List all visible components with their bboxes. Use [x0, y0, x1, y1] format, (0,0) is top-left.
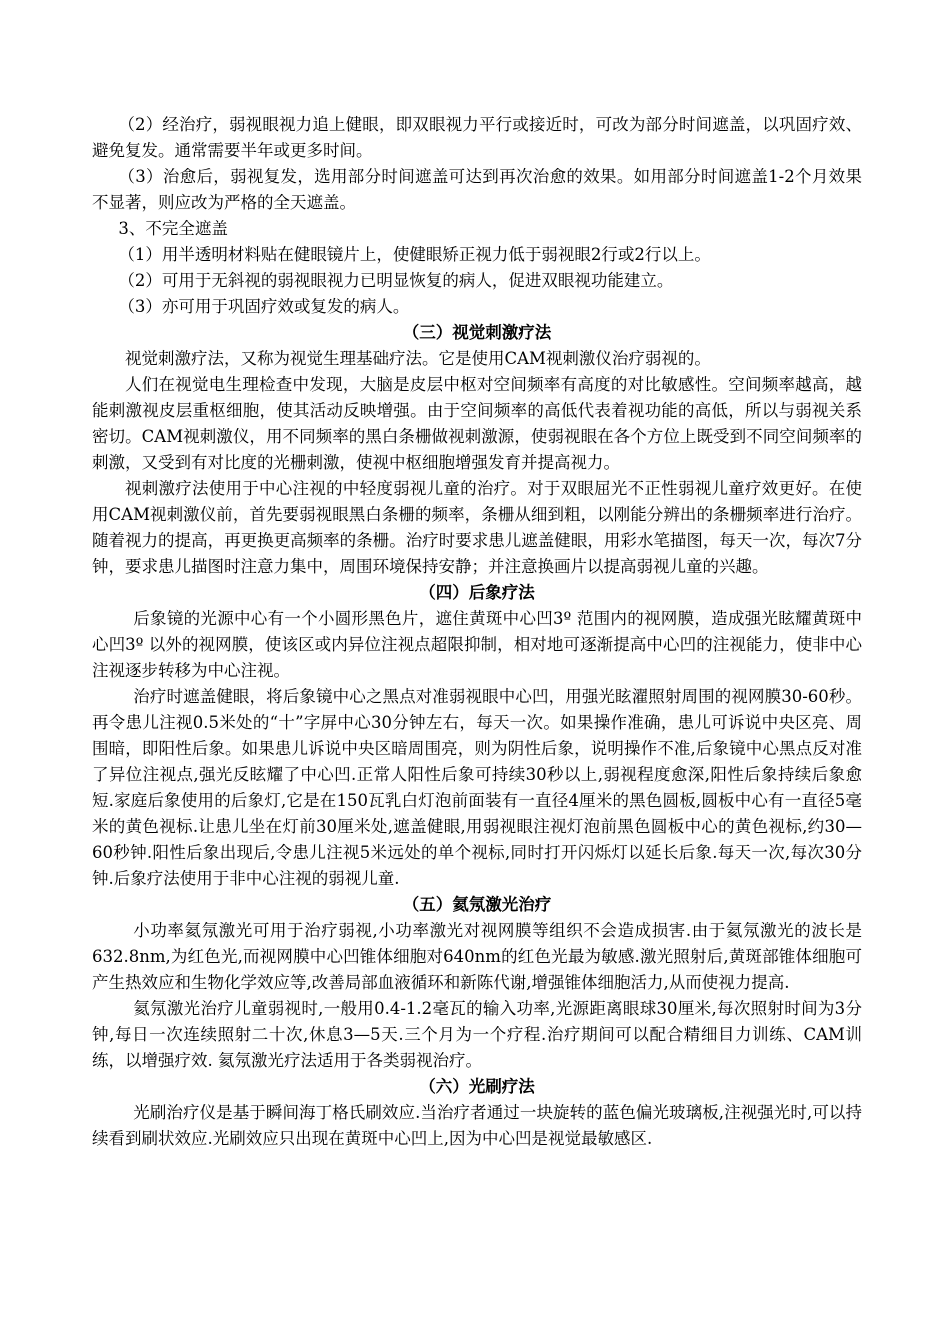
para-cover-3: （3）治愈后，弱视复发，选用部分时间遮盖可达到再次治愈的效果。如用部分时间遮盖1-2个月效果不显著，则应改为严格的全天遮盖。 [92, 167, 862, 212]
section-heading-visual-stimulation: （三）视觉刺激疗法 [402, 323, 552, 342]
para-incomplete-2: （2）可用于无斜视的弱视眼视力已明显恢复的病人，促进双眼视功能建立。 [118, 271, 674, 290]
para-incomplete-3: （3）亦可用于巩固疗效或复发的病人。 [118, 297, 410, 316]
para-visual-1: 视觉刺激疗法，又称为视觉生理基础疗法。它是使用CAM视刺激仪治疗弱视的。 [125, 349, 711, 368]
para-laser-1: 小功率氦氖激光可用于治疗弱视,小功率激光对视网膜等组织不会造成损害.由于氦氖激光的波长是632.8nm,为红色光,而视网膜中心凹锥体细胞对640nm的红色光最为敏感.激光照射后,黄斑部锥体细胞可产生热效应和生物化学效应等,改善局部血液循环和新陈代谢,增强锥体细胞活力,从而使视力提高. [92, 921, 862, 992]
para-visual-2: 人们在视觉电生理检查中发现，大脑是皮层中枢对空间频率有高度的对比敏感性。空间频率越高，越能刺激视皮层重枢细胞，使其活动反映增强。由于空间频率的高低代表着视功能的高低，所以与弱视关系密切。CAM视刺激仪，用不同频率的黑白条栅做视刺激源，使弱视眼在各个方位上既受到不同空间频率的刺激，又受到有对比度的光栅刺激，使视中枢细胞增强发育并提高视力。 [92, 375, 862, 472]
para-afterimage-1: 后象镜的光源中心有一个小圆形黑色片，遮住黄斑中心凹3º 范围内的视网膜，造成强光眩耀黄斑中心凹3º 以外的视网膜，使该区或内异位注视点超限抑制，相对地可逐渐提高中心凹的注视能力，使非中心注视逐步转移为中心注视。 [92, 609, 862, 680]
section-heading-afterimage: （四）后象疗法 [419, 583, 535, 602]
para-laser-2: 氦氖激光治疗儿童弱视时,一般用0.4-1.2毫瓦的输入功率,光源距离眼球30厘米,每次照射时间为3分钟,每日一次连续照射二十次,休息3—5天.三个月为一个疗程.治疗期间可以配合精细目力训练、CAM训练，以增强疗效. 氦氖激光疗法适用于各类弱视治疗。 [92, 999, 862, 1070]
section-heading-light-brush: （六）光刷疗法 [419, 1077, 535, 1096]
para-light-brush-1: 光刷治疗仪是基于瞬间海丁格氏刷效应.当治疗者通过一块旋转的蓝色偏光玻璃板,注视强光时,可以持续看到刷状效应.光刷效应只出现在黄斑中心凹上,因为中心凹是视觉最敏感区. [92, 1103, 862, 1148]
item-heading-incomplete-cover: 3、不完全遮盖 [118, 219, 228, 238]
para-cover-2: （2）经治疗，弱视眼视力追上健眼，即双眼视力平行或接近时，可改为部分时间遮盖，以巩固疗效、避免复发。通常需要半年或更多时间。 [92, 115, 862, 160]
para-incomplete-1: （1）用半透明材料贴在健眼镜片上，使健眼矫正视力低于弱视眼2行或2行以上。 [118, 245, 711, 264]
para-afterimage-2: 治疗时遮盖健眼，将后象镜中心之黑点对准弱视眼中心凹，用强光眩濯照射周围的视网膜30-60秒。再令患儿注视0.5米处的“十”字屏中心30分钟左右，每天一次。如果操作准确，患儿可诉说中央区亮、周围暗，即阳性后象。如果患儿诉说中央区暗周围亮，则为阴性后象，说明操作不准,后象镜中心黑点反对准了异位注视点,强光反眩耀了中心凹.正常人阳性后象可持续30秒以上,弱视程度愈深,阳性后象持续后象愈短.家庭后象使用的后象灯,它是在150瓦乳白灯泡前面装有一直径4厘米的黑色圆板,圆板中心有一直径5毫米的黄色视标.让患儿坐在灯前30厘米处,遮盖健眼,用弱视眼注视灯泡前黑色圆板中心的黄色视标,约30—60秒钟.阳性后象出现后,令患儿注视5米远处的单个视标,同时打开闪烁灯以延长后象.每天一次,每次30分钟.后象疗法使用于非中心注视的弱视儿童. [92, 687, 862, 888]
para-visual-3: 视刺激疗法使用于中心注视的中轻度弱视儿童的治疗。对于双眼屈光不正性弱视儿童疗效更好。在使用CAM视刺激仪前，首先要弱视眼黑白条栅的频率，条栅从细到粗，以刚能分辨出的条栅频率进行治疗。随着视力的提高，再更换更高频率的条栅。治疗时要求患儿遮盖健眼，用彩水笔描图，每天一次，每次7分钟，要求患儿描图时注意力集中，周围环境保持安静；并注意换画片以提高弱视儿童的兴趣。 [92, 479, 862, 576]
section-heading-helium-neon-laser: （五）氦氖激光治疗 [402, 895, 552, 914]
